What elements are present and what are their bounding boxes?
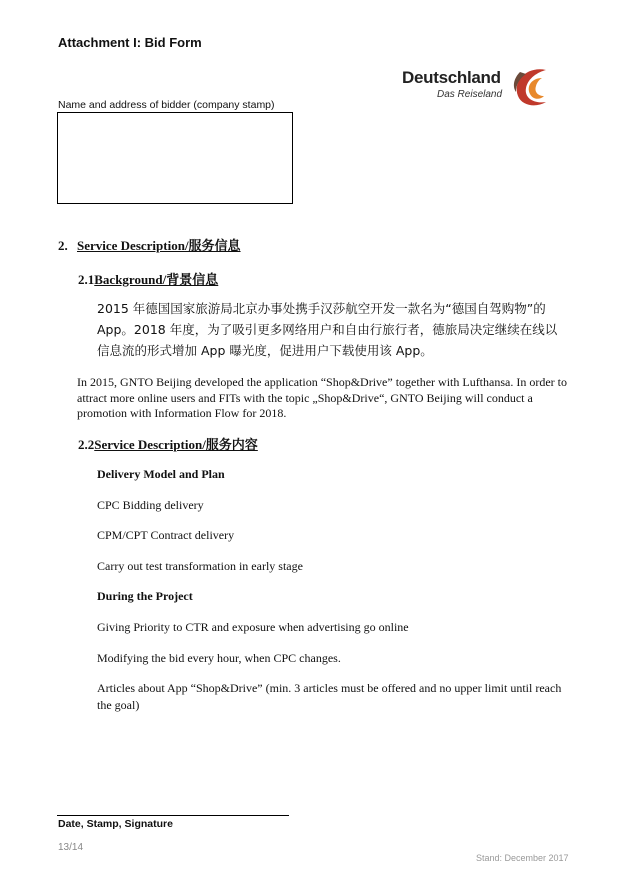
list-item: Articles about App “Shop&Drive” (min. 3 articles must be offered and no upper limit until reach the goal) [97, 681, 562, 712]
list-item: Modifying the bid every hour, when CPC changes. [97, 651, 341, 665]
deutschland-logo [402, 64, 552, 110]
list-item: CPC Bidding delivery [97, 498, 204, 512]
subheading-delivery-model: Delivery Model and Plan [97, 467, 225, 481]
list-item: Carry out test transformation in early stage [97, 559, 303, 573]
document-stand-date: Stand: December 2017 [476, 853, 569, 863]
section-number: 2.2 [78, 437, 95, 452]
section-2-2-heading [78, 434, 258, 453]
page-number: 13/14 [58, 842, 84, 853]
document-title: Attachment I: Bid Form [58, 35, 202, 50]
list-item: Giving Priority to CTR and exposure when advertising go online [97, 620, 409, 634]
section-2-1-heading [78, 269, 218, 288]
logo-subtitle: Das Reiseland [437, 89, 503, 100]
background-chinese-paragraph: 2015 年德国国家旅游局北京办事处携手汉莎航空开发一款名为“德国自驾购物”的 App。2018 年度，为了吸引更多网络用户和自由行旅行者，德旅局决定继续在线以信息流的形式增加 App 曝光度，促进用户下载使用该 App。 [97, 301, 558, 358]
section-title: Background/背景信息 [94, 272, 219, 287]
background-english-paragraph: In 2015, GNTO Beijing developed the application “Shop&Drive” together with Lufthansa. In order to attract more online users and FITs with the topic „Shop&Drive“, GNTO Beijing will conduct a promotion with Information Flow for 2018. [77, 375, 567, 420]
subheading-during-project: During the Project [97, 589, 193, 603]
list-item: CPM/CPT Contract delivery [97, 528, 235, 542]
section-2-heading [58, 235, 241, 254]
bidder-label: Name and address of bidder (company stamp) [58, 99, 275, 111]
swirl-logo-icon [506, 64, 552, 110]
signature-line[interactable] [57, 815, 289, 816]
signature-label: Date, Stamp, Signature [58, 818, 173, 830]
section-title: Service Description/服务信息 [77, 238, 241, 253]
section-number: 2. [58, 238, 68, 253]
section-title: Service Description/服务内容 [94, 437, 258, 452]
logo-wordmark: Deutschland [402, 68, 501, 87]
section-number: 2.1 [78, 272, 95, 287]
company-stamp-box[interactable] [57, 112, 293, 204]
